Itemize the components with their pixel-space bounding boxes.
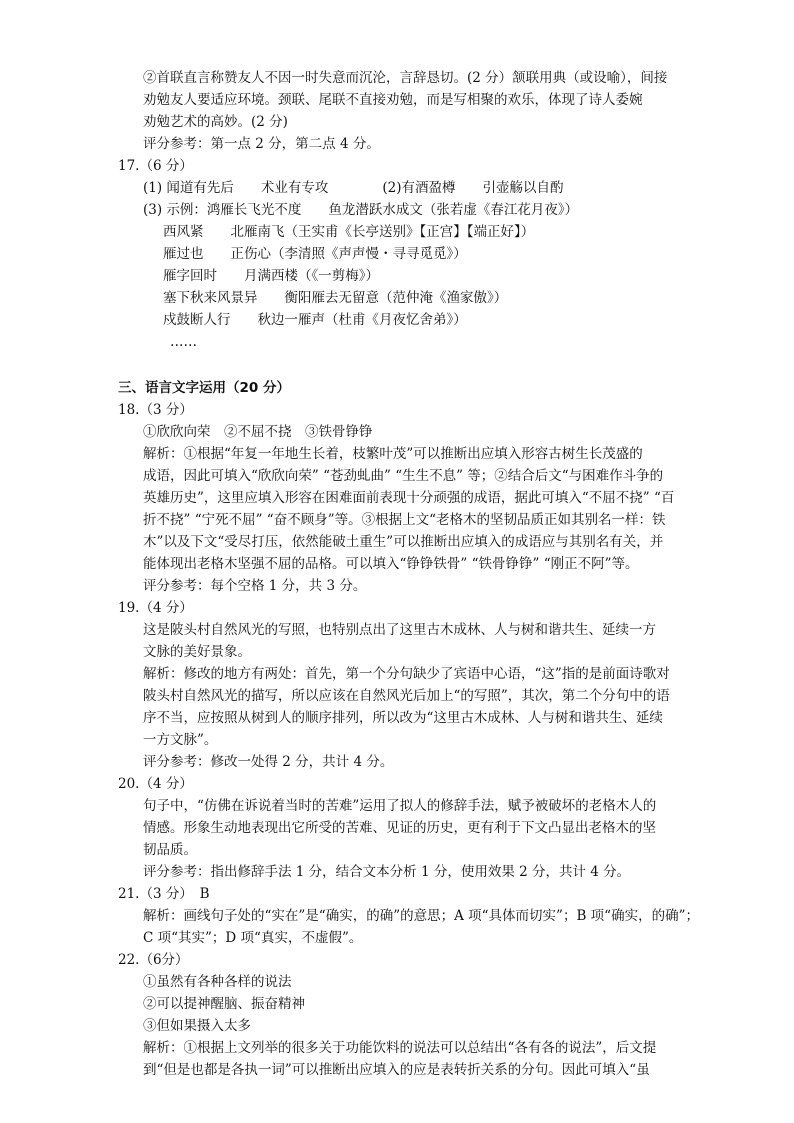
answer-19-line: 文脉的美好景象。 <box>143 644 251 660</box>
answer-16-point-2-line-3: 劝勉艺术的高妙。(2 分) <box>143 114 288 130</box>
answer-16-point-2-line-1: ②首联直言称赞友人不因一时失意而沉沦，言辞恳切。(2 分）颔联用典（或设喻），间接 <box>143 70 668 86</box>
analysis-18-line: 木”以及下文“受尽打压，依然能破土重生”可以推断出应填入的成语应与其别名有关，并 <box>143 534 664 550</box>
question-22-header: 22.（6分） <box>118 952 189 968</box>
answer-20-line: 韧品质。 <box>143 842 197 858</box>
scoring-note-18: 评分参考：每个空格 1 分，共 3 分。 <box>143 578 367 594</box>
analysis-18-line: 解析：①根据“年复一年地生长着，枝繁叶茂”可以推断出应填入形容古树生长茂盛的 <box>143 446 643 462</box>
answer-20-line: 情感。形象生动地表现出它所受的苦难、见证的历史，更有利于下文凸显出老格木的坚 <box>143 820 656 836</box>
answer-20-line: 句子中，“仿佛在诉说着当时的苦难”运用了拟人的修辞手法，赋予被破坏的老格木人的 <box>143 798 657 814</box>
question-18-header: 18.（3 分） <box>118 402 193 418</box>
answer-22-item: ①虽然有各种各样的说法 <box>143 974 292 990</box>
answer-17-3-item: 西风紧 北雁南飞（王实甫《长亭送别》【正宫】【端正好】） <box>163 224 535 240</box>
ellipsis: …… <box>170 334 197 350</box>
analysis-19-line: 解析：修改的地方有两处：首先，第一个分句缺少了宾语中心语，“这”指的是前面诗歌对 <box>143 666 670 682</box>
answer-17-3-item: 雁过也 正伤心（李清照《声声慢・寻寻觅觅》） <box>163 246 467 262</box>
scoring-note-20: 评分参考：指出修辞手法 1 分，结合文本分析 1 分，使用效果 2 分，共计 4 分。 <box>143 864 631 880</box>
scoring-note-16: 评分参考：第一点 2 分，第二点 4 分。 <box>143 136 380 152</box>
analysis-18-line: 英雄历史”，这里应填入形容在困难面前表现十分顽强的成语，据此可填入“不屈不挠” “百 <box>143 490 675 506</box>
answer-19-line: 这是陂头村自然风光的写照，也特别点出了这里古木成林、人与树和谐共生、延续一方 <box>143 622 656 638</box>
analysis-21-line: C 项“其实”；D 项“真实，不虚假”。 <box>143 930 363 946</box>
analysis-21-line: 解析：画线句子处的“实在”是“确实，的确”的意思；A 项“具体而切实”；B 项“确实，的确”； <box>143 908 699 924</box>
question-20-header: 20.（4 分） <box>118 776 193 792</box>
analysis-18-line: 能体现出老格木坚强不屈的品格。可以填入“铮铮铁骨” “铁骨铮铮” “刚正不阿”等。 <box>143 556 639 572</box>
answer-17-3-item: 塞下秋来风景异 衡阳雁去无留意（范仲淹《渔家傲》） <box>163 290 508 306</box>
answer-16-point-2-line-2: 劝勉友人要适应环境。颈联、尾联不直接劝勉，而是写相聚的欢乐，体现了诗人委婉 <box>143 92 643 108</box>
analysis-22-line: 解析：①根据上文列举的很多关于功能饮料的说法可以总结出“各有各的说法”，后文提 <box>143 1040 657 1056</box>
answer-17-3-item: 雁字回时 月满西楼（《一剪梅》） <box>163 268 379 284</box>
analysis-19-line: 一方文脉”。 <box>143 732 218 748</box>
question-21-header: 21.（3 分） B <box>118 886 210 902</box>
answer-17-3-item: 戍鼓断人行 秋边一雁声（杜甫《月夜忆舍弟》） <box>163 312 467 328</box>
answer-22-item: ②可以提神醒脑、振奋精神 <box>143 996 305 1012</box>
question-17-header: 17.（6 分） <box>118 158 193 174</box>
answer-17-3-example: (3) 示例：鸿雁长飞光不度 鱼龙潜跃水成文（张若虚《春江花月夜》） <box>143 202 579 218</box>
analysis-18-line: 折不挠” “宁死不屈” “奋不顾身”等。③根据上文“老格木的坚韧品质正如其别名一样：铁 <box>143 512 666 528</box>
analysis-19-line: 序不当，应按照从树到人的顺序排列，所以改为“这里古木成林、人与树和谐共生、延续 <box>143 710 663 726</box>
answer-18: ①欣欣向荣 ②不屈不挠 ③铁骨铮铮 <box>143 424 373 440</box>
question-19-header: 19.（4 分） <box>118 600 193 616</box>
section-3-heading: 三、语言文字运用（20 分） <box>118 380 290 396</box>
analysis-19-line: 陂头村自然风光的描写，所以应该在自然风光后加上“的写照”，其次，第二个分句中的语 <box>143 688 670 704</box>
scoring-note-19: 评分参考：修改一处得 2 分，共计 4 分。 <box>143 754 394 770</box>
analysis-18-line: 成语，因此可填入“欣欣向荣” “苍劲虬曲” “生生不息” 等；②结合后文“与困难作斗争的 <box>143 468 664 484</box>
answer-22-item: ③但如果摄入太多 <box>143 1018 251 1034</box>
analysis-22-line: 到“但是也都是各执一词”可以推断出应填入的应是表转折关系的分句。因此可填入“虽 <box>143 1062 650 1078</box>
answer-17-1-2: (1) 闻道有先后 术业有专攻 (2)有酒盈樽 引壶觞以自酌 <box>143 180 564 196</box>
